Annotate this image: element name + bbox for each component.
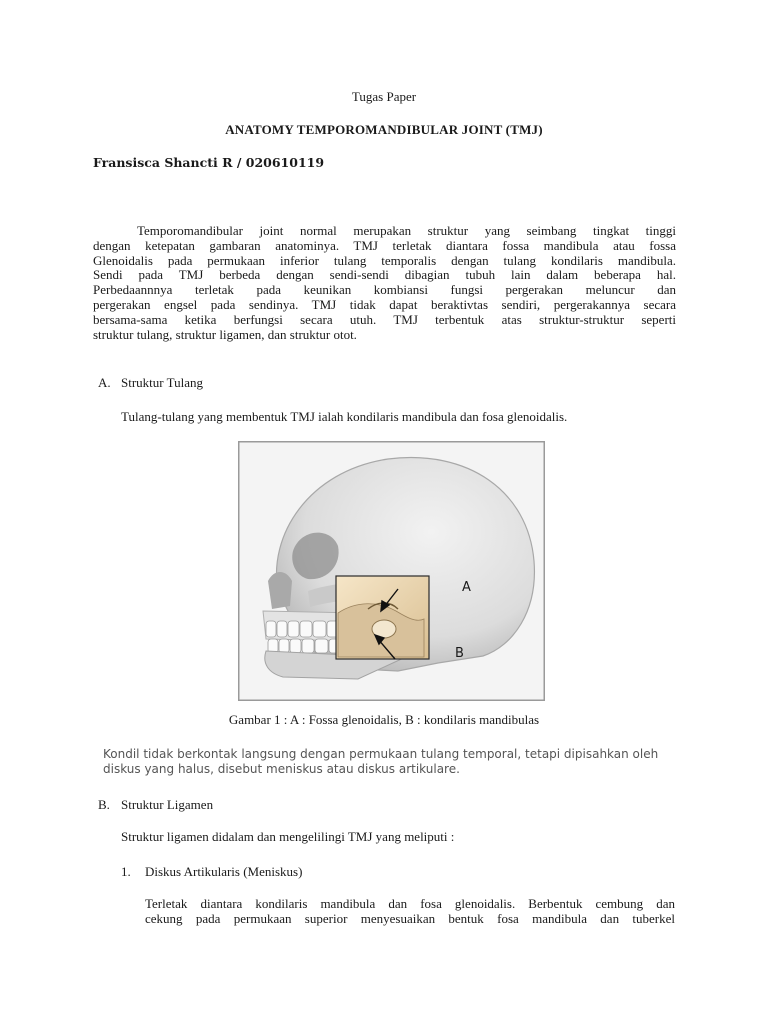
skull-illustration	[238, 441, 545, 701]
item-1-paragraph	[145, 897, 675, 927]
figure-label-a: A	[462, 580, 471, 595]
item-1-line: Terletak diantara kondilaris mandibula dan fosa glenoidalis. Berbentuk cembung dan	[145, 896, 675, 911]
paper-title: ANATOMY TEMPOROMANDIBULAR JOINT (TMJ)	[225, 122, 543, 137]
intro-line: struktur tulang, struktur ligamen, dan struktur otot.	[93, 326, 357, 342]
section-b-text: Struktur ligamen didalam dan mengelilingi TMJ yang meliputi :	[121, 829, 455, 844]
section-b-marker: B.	[98, 797, 110, 812]
section-a-marker: A.	[98, 375, 111, 390]
item-1-marker: 1.	[121, 864, 131, 879]
section-a-heading: Struktur Tulang	[121, 375, 203, 390]
section-a-text: Tulang-tulang yang membentuk TMJ ialah kondilaris mandibula dan fosa glenoidalis.	[121, 409, 568, 424]
intro-line: dengan ketepatan gambaran anatominya. TMJ terletak diantara fossa mandibula atau fossa	[93, 237, 676, 253]
intro-line: Sendi pada TMJ berbeda dengan sendi-sendi dibagian tubuh lain dalam beberapa hal.	[93, 267, 676, 283]
item-1-heading: Diskus Artikularis (Meniskus)	[145, 864, 303, 879]
condyle-note-line: Kondil tidak berkontak langsung dengan permukaan tulang temporal, tetapi dipisahkan oleh	[103, 747, 659, 761]
intro-line: Temporomandibular joint normal merupakan struktur yang seimbang tingkat tinggi	[137, 223, 676, 238]
author-line: Fransisca Shancti R / 020610119	[93, 155, 325, 170]
section-b-heading: Struktur Ligamen	[121, 797, 214, 812]
skull-figure	[238, 441, 545, 701]
condyle-note	[103, 747, 683, 777]
figure-caption: Gambar 1 : A : Fossa glenoidalis, B : kondilaris mandibulas	[228, 712, 540, 727]
intro-line: pergerakan engsel pada sendinya. TMJ tidak dapat beraktivtas sendiri, pergerakannya secara	[93, 296, 676, 312]
intro-line: bersama-sama ketika berfungsi secara utuh. TMJ terbentuk atas struktur-struktur seperti	[93, 311, 676, 327]
condyle-note-line: diskus yang halus, disebut meniskus atau diskus artikulare.	[103, 762, 460, 776]
item-1-line: cekung pada permukaan superior menyesuaikan bentuk fosa mandibula dan tuberkel	[145, 910, 675, 926]
intro-paragraph	[93, 224, 676, 342]
intro-line: Glenoidalis pada permukaan inferior tulang temporalis dengan tulang kondilaris mandibula.	[93, 252, 676, 268]
paper-subtitle: Tugas Paper	[351, 89, 417, 104]
figure-label-b: B	[455, 646, 464, 661]
intro-line: Perbedaannnya terletak pada keunikan kombiansi fungsi pergerakan meluncur dan	[93, 282, 676, 298]
